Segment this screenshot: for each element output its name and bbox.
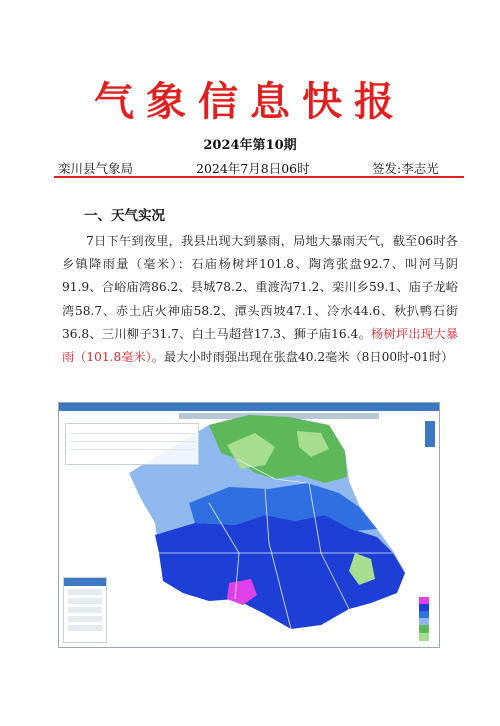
panel-row: [68, 625, 102, 631]
map-control-panel: [63, 577, 107, 643]
legend-line: [69, 434, 195, 442]
issue-number: 2024年第10期: [203, 138, 297, 153]
panel-header: [64, 578, 106, 586]
para-tail: 。最大小时雨强出现在张盘40.2毫米（8日00时-01时）: [151, 350, 454, 365]
signer: 签发:李志光: [372, 161, 439, 176]
panel-row: [68, 616, 102, 622]
legend-line: [69, 426, 195, 434]
legend-line: [69, 442, 195, 450]
header-rule: [54, 176, 464, 178]
para-main: 7日下午到夜里，我县出现大到暴雨，局地大暴雨天气，截至06时各乡镇降雨量（毫米）：石庙杨树坪101.8、陶湾张盘92.7、叫河马阴91.9、合峪庙湾86.2、县城78.2、重渡沟71.2、栾川乡59.1、庙子龙峪湾58.7、赤土店火神庙58.2、潭头西坡47.1、冷水44.6、秋扒鸭石街36.8、三川柳子31.7、白土马超营17.3、狮子庙16.4。: [62, 234, 458, 341]
para-highlight: 杨树坪出现大暴雨（101.8毫米）: [62, 326, 459, 365]
bureau-name: 栾川县气象局: [58, 161, 134, 176]
section-heading: 一、天气实况: [84, 208, 165, 224]
panel-row: [68, 598, 102, 604]
map-legend-text: [65, 423, 199, 465]
rainfall-color-scale: [419, 597, 429, 641]
legend-line: [69, 450, 195, 457]
rainfall-map: [58, 402, 440, 648]
panel-row: [68, 589, 102, 595]
panel-row: [68, 607, 102, 613]
weather-paragraph: [62, 230, 458, 369]
report-title: 气象信息快报: [94, 78, 406, 125]
report-date: 2024年7月8日06时: [196, 161, 310, 176]
